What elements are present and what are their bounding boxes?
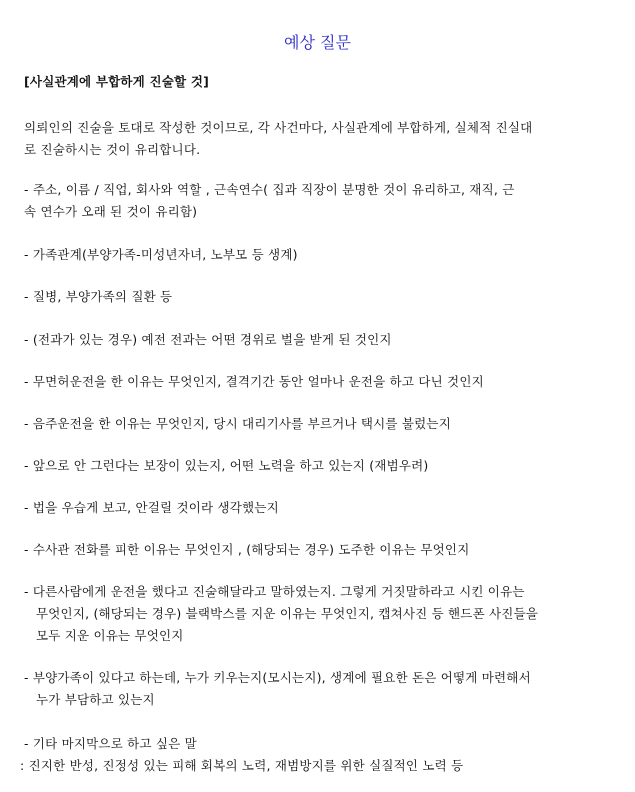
question-item-cont: 무엇인지, (해당되는 경우) 블랙박스를 지운 이유는 무엇인지, 캡쳐사진 등 핸드폰 사진들을 [36,606,539,621]
question-item: - 수사관 전화를 피한 이유는 무엇인지 , (해당되는 경우) 도주한 이유는 무엇인지 [24,542,470,557]
question-item: - 다른사람에게 운전을 했다고 진술해달라고 말하였는지. 그렇게 거짓말하라고 시킨 이유는 [24,584,525,599]
document-title: 예상 질문 [284,33,351,52]
question-item: - 부양가족이 있다고 하는데, 누가 키우는지(모시는지), 생계에 필요한 돈은 어떻게 마련해서 [24,670,531,685]
question-item: - 주소, 이름 / 직업, 회사와 역할 , 근속연수( 집과 직장이 분명한 것이 유리하고, 재직, 근 [24,182,515,197]
question-item-note: : 진지한 반성, 진정성 있는 피해 회복의 노력, 재범방지를 위한 실질적인 노력 등 [20,758,464,773]
question-item: - 법을 우습게 보고, 안걸릴 것이라 생각했는지 [24,500,279,515]
question-item: - 질병, 부양가족의 질환 등 [24,289,173,304]
question-item: - 기타 마지막으로 하고 싶은 말 [24,736,197,751]
section-heading: [사실관계에 부합하게 진술할 것] [24,74,210,89]
question-item: - 음주운전을 한 이유는 무엇인지, 당시 대리기사를 부르거나 택시를 불렀는지 [24,416,451,431]
question-item: - 가족관계(부양가족-미성년자녀, 노부모 등 생계) [24,247,298,262]
question-item-cont: 누가 부담하고 있는지 [36,692,155,707]
intro-line: 의뢰인의 진술을 토대로 작성한 것이므로, 각 사건마다, 사실관계에 부합하게, 실체적 진실대 [24,120,533,135]
question-item-cont: 모두 지운 이유는 무엇인지 [36,628,184,643]
question-item-cont: 속 연수가 오래 된 것이 유리함) [24,204,198,219]
question-item: - (전과가 있는 경우) 예전 전과는 어떤 경위로 벌을 받게 된 것인지 [24,332,392,347]
intro-line: 로 진술하시는 것이 유리합니다. [24,142,201,157]
question-item: - 앞으로 안 그런다는 보장이 있는지, 어떤 노력을 하고 있는지 (재범우려) [24,458,429,473]
question-item: - 무면허운전을 한 이유는 무엇인지, 결격기간 동안 얼마나 운전을 하고 다닌 것인지 [24,374,484,389]
